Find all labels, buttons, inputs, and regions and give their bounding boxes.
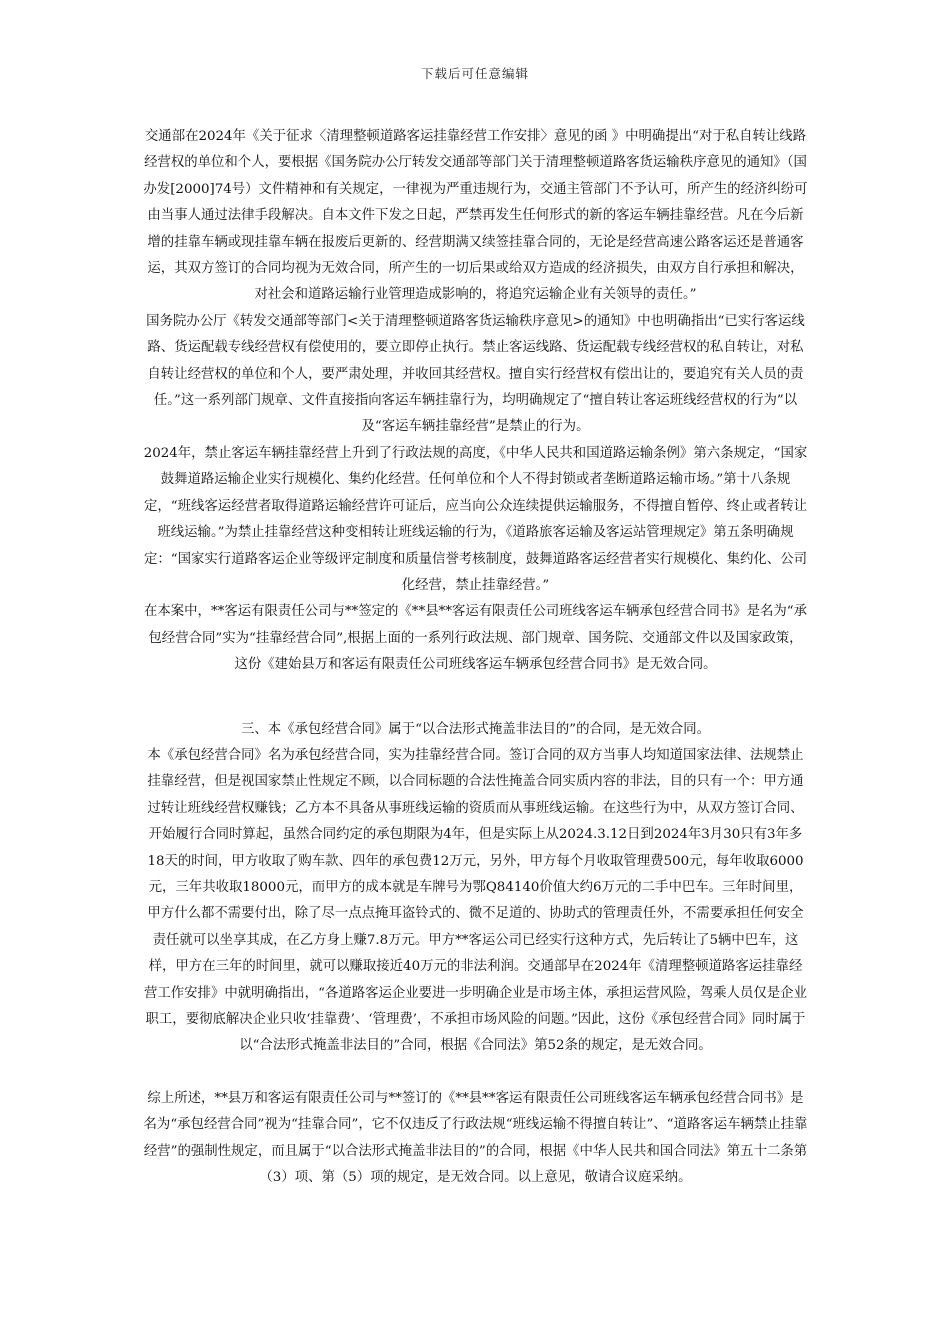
document-body xyxy=(143,124,808,1191)
section-heading-three: 三、本《承包经营合同》属于“以合法形式掩盖非法目的”的合同，是无效合同。 xyxy=(241,721,710,737)
paragraph-contract-analysis: 本《承包经营合同》名为承包经营合同，实为挂靠经营合同。签订合同的双方当事人均知道国家法律、法规禁止挂靠经营，但是视国家禁止性规定不顾，以合同标题的合法性掩盖合同实质内容的非法，目的只有一个：甲方通过转让班线经营权赚钱；乙方本不具备从事班线运输的资质而从事班线运输。在这些行为中，从双方签订合同、开始履行合同时算起，虽然合同约定的承包期限为4年，但是实际上从2024.3.12日到2024年3月30只有3年多18天的时间，甲方收取了购车款、四年的承包费12万元，另外，甲方每个月收取管理费500元，每年收取6000元，三年共收取18000元，而甲方的成本就是车牌号为鄂Q84140价值大约6万元的二手中巴车。三年时间里，甲方什么都不需要付出，除了尽一点点掩耳盗铃式的、微不足道的、协助式的管理责任外，不需要承担任何安全责任就可以坐享其成，在乙方身上赚7.8万元。甲方**客运公司已经实行这种方式，先后转让了5辆中巴车，这样，甲方在三年的时间里，就可以赚取接近40万元的非法利润。交通部早在2024年《清理整顿道路客运挂靠经营工作安排》中就明确指出，“各道路客运企业要进一步明确企业是市场主体，承担运营风险，驾乘人员仅是企业职工，要彻底解决企业只收‘挂靠费’、‘管理费’，不承担市场风险的问题。”因此，这份《承包经营合同》同时属于以“合法形式掩盖非法目的”合同，根据《合同法》第52条的规定，是无效合同。 xyxy=(144,747,807,1054)
paragraph-regulation: 2024年，禁止客运车辆挂靠经营上升到了行政法规的高度，《中华人民共和国道路运输条例》第六条规定，“国家鼓舞道路运输企业实行规模化、集约化经营。任何单位和个人不得封锁或者垄断道路运输市场。”第十八条规定，“班线客运经营者取得道路运输经营许可证后，应当向公众连续提供运输服务，不得擅自暂停、终止或者转让班线运输。”为禁止挂靠经营这种变相转让班线运输的行为，《道路旅客运输及客运站管理规定》第五条明确规定：“国家实行道路客运企业等级评定制度和质量信誉考核制度，鼓舞道路客运经营者实行规模化、集约化、公司化经营，禁止挂靠经营。” xyxy=(143,445,808,593)
paragraph-conclusion: 综上所述，**县万和客运有限责任公司与**签订的《**县**客运有限责任公司班线客运车辆承包经营合同书》是名为“承包经营合同”视为“挂靠合同”，它不仅违反了行政法规“班线运输不得擅自转让”、“道路客运车辆禁止挂靠经营”的强制性规定，而且属于“以合法形式掩盖非法目的”的合同，根据《中华人民共和国合同法》第五十二条第（3）项、第（5）项的规定，是无效合同。以上意见，敬请合议庭采纳。 xyxy=(143,1090,808,1186)
paragraph-state-council-notice: 国务院办公厅《转发交通部等部门<关于清理整顿道路客货运输秩序意见>的通知》中也明确指出“已实行客运线路、货运配载专线经营权有偿使用的，要立即停止执行。禁止客运线路、货运配载专线经营权的私自转让，对私自转让经营权的单位和个人，要严肃处理，并收回其经营权。擅自实行经营权有偿出让的，要追究有关人员的责任。”这一系列部门规章、文件直接指向客运车辆挂靠行为，均明确规定了“擅自转让客运班线经营权的行为”以及“客运车辆挂靠经营”是禁止的行为。 xyxy=(146,313,805,435)
paragraph-case-analysis: 在本案中，**客运有限责任公司与**签定的《**县**客运有限责任公司班线客运车辆承包经营合同书》是名为“承包经营合同”实为“挂靠经营合同”,根据上面的一系列行政法规、部门规章、国务院、交通部文件以及国家政策，这份《建始县万和客运有限责任公司班线客运车辆承包经营合同书》是无效合同。 xyxy=(144,604,807,673)
paragraph-ministry-letter: 交通部在2024年《关于征求〈清理整顿道路客运挂靠经营工作安排〉意见的函 》中明确提出“对于私自转让线路经营权的单位和个人，要根据《国务院办公厅转发交通部等部门关于清理整顿道路客货运输秩序意见的通知》（国办发[2000]74号）文件精神和有关规定，一律视为严重违规行为，交通主管部门不予认可，所产生的经济纠纷可由当事人通过法律手段解决。自本文件下发之日起，严禁再发生任何形式的新的客运车辆挂靠经营。凡在今后新增的挂靠车辆或现挂靠车辆在报废后更新的、经营期满又续签挂靠合同的，无论是经营高速公路客运还是普通客运，其双方签订的合同均视为无效合同，所产生的一切后果或给双方造成的经济损失，由双方自行承担和解决，对社会和道路运输行业管理造成影响的，将追究运输企业有关领导的责任。” xyxy=(143,129,808,303)
page-header: 下载后可任意编辑 xyxy=(420,66,529,81)
